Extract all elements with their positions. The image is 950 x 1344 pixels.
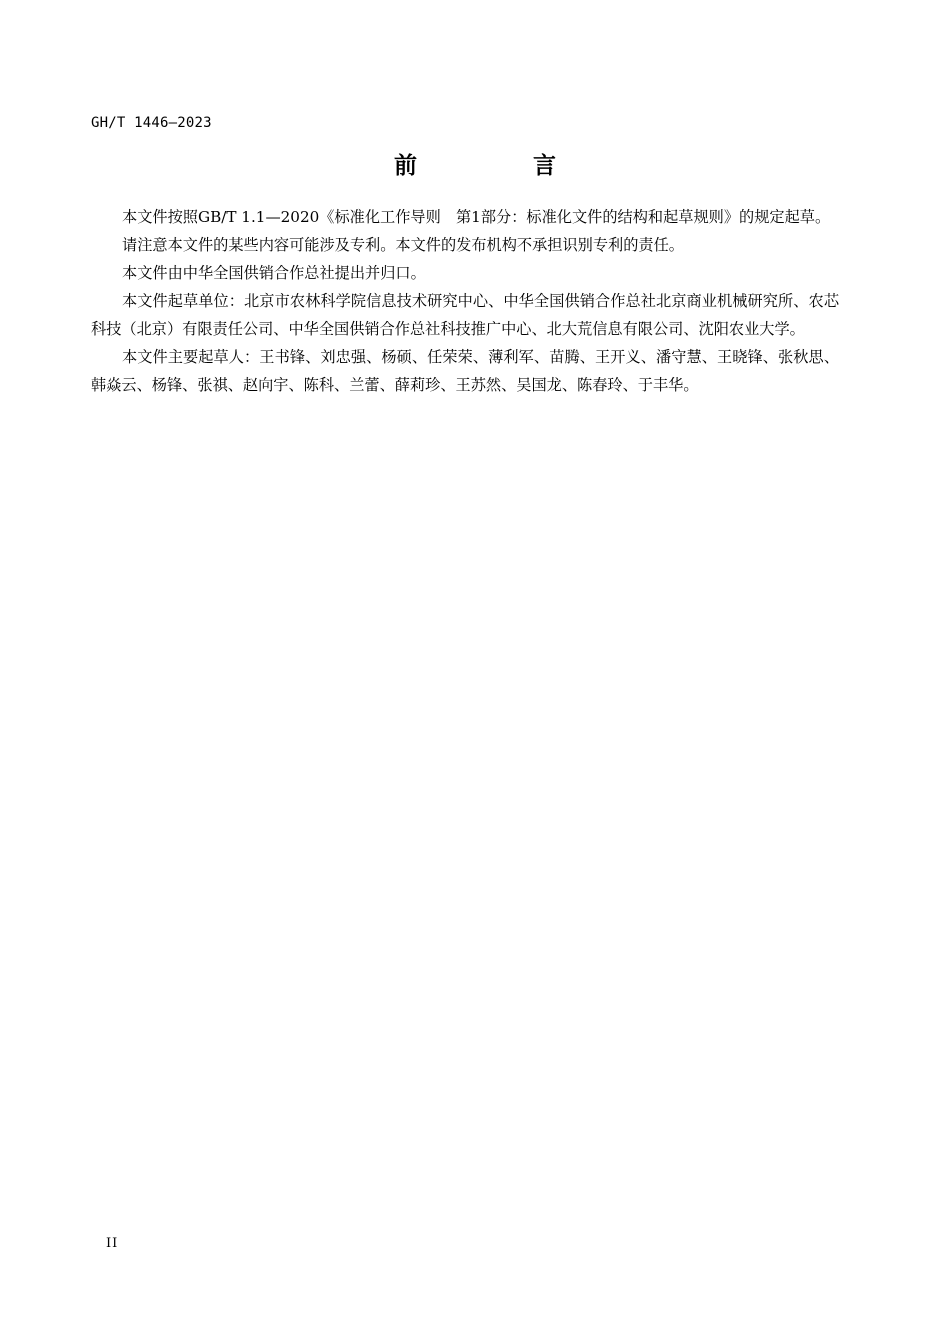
page-title: 前 言 xyxy=(393,153,610,179)
paragraph-drafting-organizations: 本文件起草单位：北京市农林科学院信息技术研究中心、中华全国供销合作总社北京商业机械研究所、农芯科技（北京）有限责任公司、中华全国供销合作总社科技推广中心、北大荒信息有限公司、沈阳农业大学。 xyxy=(91,292,839,338)
foreword-body xyxy=(91,203,839,399)
paragraph-proposer: 本文件由中华全国供销合作总社提出并归口。 xyxy=(122,264,426,282)
page-number: II xyxy=(106,1236,119,1251)
paragraph-patent-notice: 请注意本文件的某些内容可能涉及专利。本文件的发布机构不承担识别专利的责任。 xyxy=(122,236,684,254)
standard-code: GH/T 1446—2023 xyxy=(91,115,212,131)
paragraph-drafting-rules: 本文件按照GB/T 1.1—2020《标准化工作导则 第1部分：标准化文件的结构和起草规则》的规定起草。 xyxy=(122,208,831,226)
paragraph-main-drafters: 本文件主要起草人：王书锋、刘忠强、杨硕、任荣荣、薄利军、苗腾、王开义、潘守慧、王晓锋、张秋思、韩焱云、杨锋、张祺、赵向宇、陈科、兰蕾、薛莉珍、王苏然、吴国龙、陈春玲、于丰华。 xyxy=(91,348,839,394)
